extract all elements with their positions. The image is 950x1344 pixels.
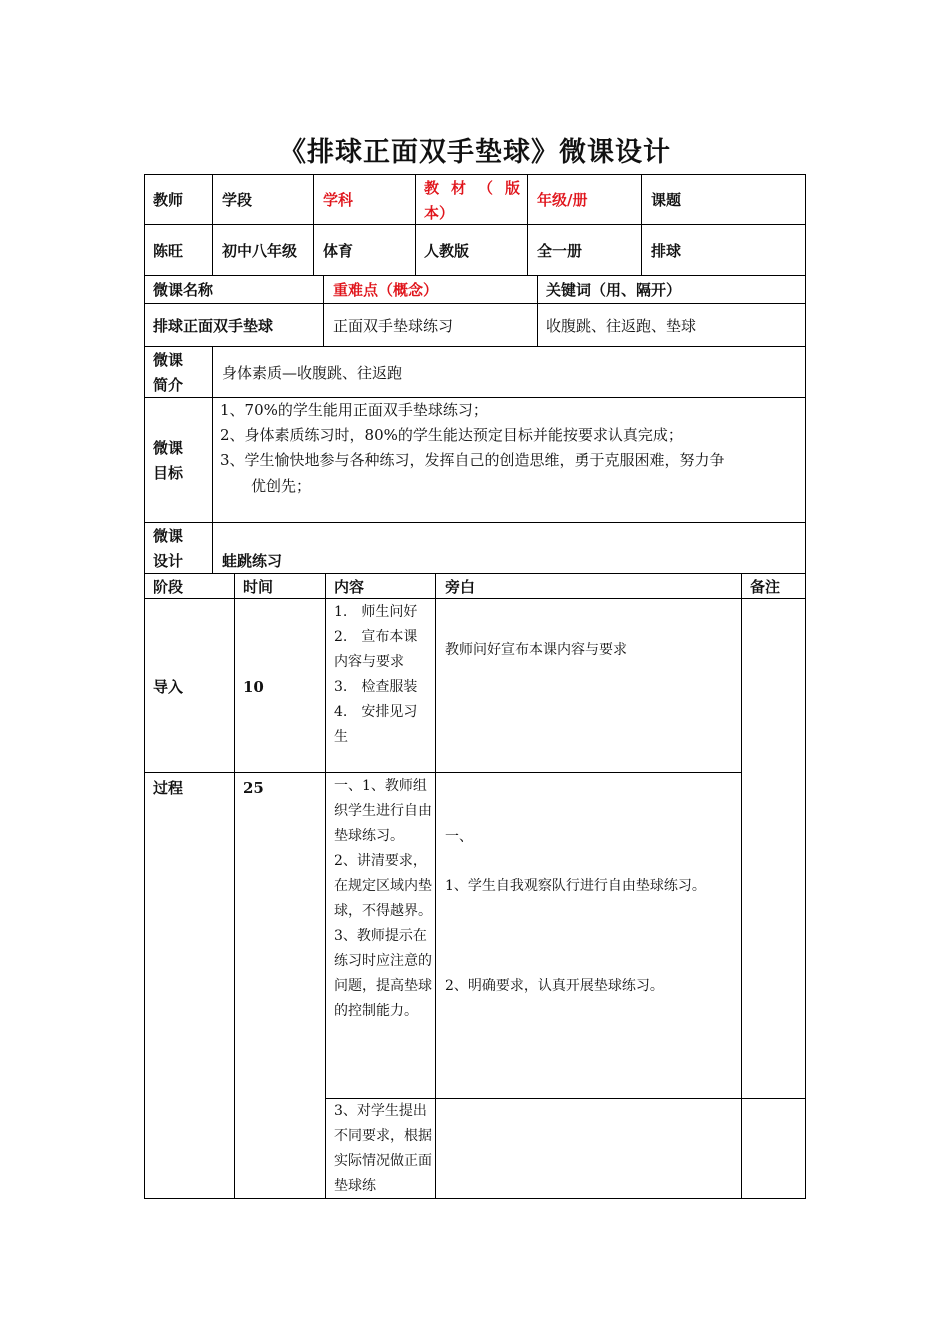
divider [323, 275, 324, 346]
design-label [153, 524, 183, 574]
goal-item-3: 3、学生愉快地参与各种练习，发挥自己的创造思维，勇于克服困难，努力争 [220, 451, 725, 469]
plan-intro-narration: 教师问好宣布本课内容与要求 [445, 642, 627, 658]
goal-item-1: 1、70%的学生能用正面双手垫球练习； [220, 401, 488, 419]
header-grade: 年级/册 [537, 191, 588, 209]
plan-process-narration-2: 1、学生自我观察队行进行自由垫球练习。 [445, 878, 706, 894]
divider [212, 174, 213, 275]
divider [537, 275, 538, 346]
plan-process-content: 一、1、教师组织学生进行自由垫球练习。 2、讲清要求，在规定区域内垫球，不得越界。 3、教师提示在练习时应注意的问题，提高垫球的控制能力。 [334, 778, 432, 1019]
goal-item-3-continued: 优创先； [251, 477, 312, 495]
intro-label [153, 348, 183, 398]
plan-header-narration: 旁白 [445, 578, 476, 596]
keywords-value: 收腹跳、往返跑、垫球 [546, 317, 697, 335]
header-teacher: 教师 [153, 191, 184, 209]
key-points-label: 重难点（概念） [333, 281, 439, 299]
grade-value: 全一册 [537, 242, 583, 260]
plan-process-narration-1: 一、 [445, 829, 473, 845]
divider [313, 174, 314, 275]
goals-label-line1: 微课 [153, 439, 184, 457]
micro-name-value: 排球正面双手垫球 [153, 317, 274, 335]
design-label-line1: 微课 [153, 527, 184, 545]
header-topic: 课题 [651, 191, 682, 209]
goals-label-line2: 目标 [153, 464, 184, 482]
plan-intro-phase: 导入 [153, 678, 184, 696]
divider [234, 573, 235, 1199]
intro-label-line1: 微课 [153, 351, 184, 369]
divider [435, 573, 436, 1199]
design-label-line2: 设计 [153, 552, 184, 570]
plan-process-content-2: 3、对学生提出不同要求，根据实际情况做正面垫球练 [334, 1103, 432, 1194]
divider [212, 346, 213, 573]
plan-header-phase: 阶段 [153, 578, 184, 596]
plan-header-content: 内容 [334, 578, 365, 596]
plan-process-time: 25 [243, 779, 264, 797]
divider [415, 174, 416, 275]
plan-intro-time: 10 [243, 678, 264, 696]
key-points-value: 正面双手垫球练习 [333, 317, 454, 335]
divider [325, 573, 326, 1199]
intro-text: 身体素质—收腹跳、往返跑 [222, 364, 403, 382]
teacher-value: 陈旺 [153, 242, 184, 260]
plan-process-phase: 过程 [153, 779, 184, 797]
design-text: 蛙跳练习 [222, 552, 283, 570]
subject-value: 体育 [323, 242, 354, 260]
divider [144, 275, 806, 276]
divider [144, 346, 806, 347]
plan-header-remark: 备注 [750, 578, 781, 596]
page-title: 《排球正面双手垫球》微课设计 [279, 137, 671, 168]
header-subject: 学科 [323, 191, 354, 209]
micro-name-label: 微课名称 [153, 281, 214, 299]
topic-value: 排球 [651, 242, 682, 260]
goals-label [153, 436, 183, 486]
divider [144, 303, 806, 304]
stage-value: 初中八年级 [222, 242, 298, 260]
goal-item-2: 2、身体素质练习时，80%的学生能达预定目标并能按要求认真完成； [220, 426, 683, 444]
header-textbook: 教 材 （ 版 本） [424, 179, 520, 222]
divider [144, 522, 806, 523]
divider [527, 174, 528, 275]
divider [741, 573, 742, 1199]
plan-intro-content: 1. 师生问好 2. 宣布本课内容与要求 3. 检查服装 4. 安排见习生 [334, 604, 418, 745]
divider [641, 174, 642, 275]
header-stage: 学段 [222, 191, 253, 209]
textbook-value: 人教版 [424, 242, 470, 260]
plan-header-time: 时间 [243, 578, 274, 596]
keywords-label: 关键词（用、隔开） [546, 281, 682, 299]
plan-process-narration-3: 2、明确要求，认真开展垫球练习。 [445, 978, 664, 994]
intro-label-line2: 简介 [153, 376, 184, 394]
